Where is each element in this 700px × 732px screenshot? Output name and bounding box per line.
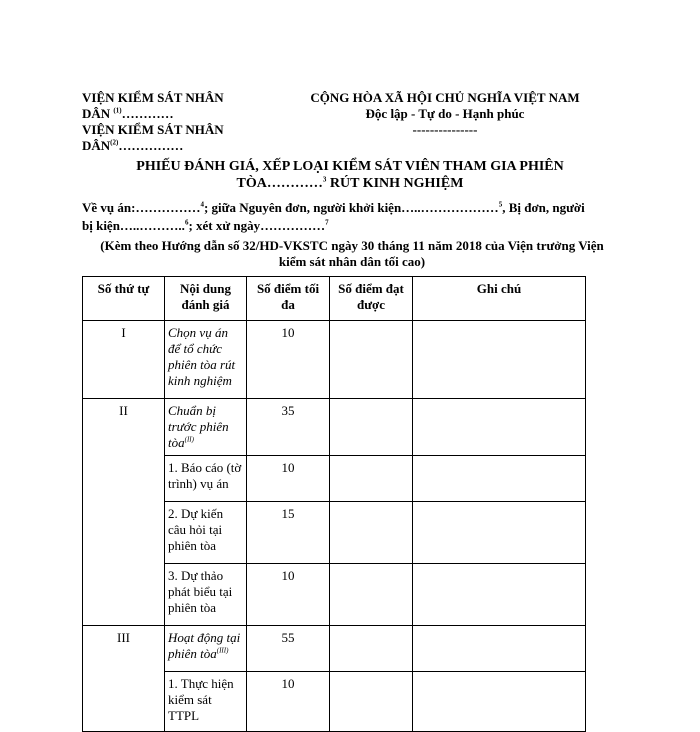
row-note[interactable]	[413, 456, 586, 502]
row-max: 55	[247, 626, 330, 672]
row-achieved[interactable]	[330, 672, 413, 732]
row-note[interactable]	[413, 502, 586, 564]
row-content: 3. Dự thảo phát biểu tại phiên tòa	[165, 564, 247, 626]
footnote-marker: (III)	[216, 646, 229, 655]
row-max: 10	[247, 672, 330, 732]
case-line1: Về vụ án:……………$^4$; giữa Nguyên đơn, người khởi kiện…..………………$^5$, Bị đơn, người	[82, 200, 585, 215]
row-content: 1. Thực hiện kiểm sát TTPL	[165, 672, 247, 732]
row-achieved[interactable]	[330, 564, 413, 626]
row-max: 10	[247, 456, 330, 502]
nation-block	[290, 90, 600, 138]
footnote-marker: (II)	[184, 435, 194, 444]
reference-note	[82, 238, 622, 270]
case-info	[82, 199, 622, 235]
row-content: 1. Báo cáo (tờ trình) vụ án	[165, 456, 247, 502]
footnote-marker: 3	[322, 175, 327, 184]
agency-line1: VIỆN KIỂM SÁT NHÂN	[82, 90, 224, 105]
row-content: Hoạt động tại phiên tòa$^{(III)}$	[165, 626, 247, 672]
row-note[interactable]	[413, 564, 586, 626]
header-content: Nội dung đánh giá	[165, 277, 247, 321]
header-max: Số điểm tối đa	[247, 277, 330, 321]
header-note: Ghi chú	[413, 277, 586, 321]
row-note[interactable]	[413, 399, 586, 456]
evaluation-table	[82, 276, 586, 732]
row-max: 35	[247, 399, 330, 456]
agency-line2b: DÂN$^{(2)}$……………	[82, 138, 184, 153]
case-line2: bị kiện…..………..$^6$; xét xử ngày……………$^7$	[82, 218, 329, 233]
agency-line1b: DÂN $^{(1)}$…………	[82, 106, 174, 121]
row-note[interactable]	[413, 321, 586, 399]
row-content: Chuẩn bị trước phiên tòa$^{(II)}$	[165, 399, 247, 456]
header-no: Số thứ tự	[83, 277, 165, 321]
motto: Độc lập - Tự do - Hạnh phúc	[365, 106, 525, 121]
agency-block	[82, 90, 262, 154]
reference-line2: kiểm sát nhân dân tối cao)	[278, 254, 426, 269]
motto-rule: ---------------	[412, 122, 478, 137]
row-achieved[interactable]	[330, 399, 413, 456]
footnote-marker: (2)	[110, 138, 119, 147]
row-max: 15	[247, 502, 330, 564]
row-no: II	[83, 399, 165, 626]
agency-line2: VIỆN KIỂM SÁT NHÂN	[82, 122, 224, 137]
row-content: Chọn vụ án để tổ chức phiên tòa rút kinh nghiệm	[165, 321, 247, 399]
row-no: III	[83, 626, 165, 732]
table-row	[83, 399, 586, 456]
row-achieved[interactable]	[330, 321, 413, 399]
title-line2: TÒA…………$^3$ RÚT KINH NGHIỆM	[236, 175, 464, 191]
nation-title: CỘNG HÒA XÃ HỘI CHỦ NGHĨA VIỆT NAM	[310, 90, 580, 105]
document-title	[82, 158, 618, 192]
title-line1: PHIẾU ĐÁNH GIÁ, XẾP LOẠI KIỂM SÁT VIÊN THAM GIA PHIÊN	[136, 159, 564, 174]
reference-line1: (Kèm theo Hướng dẫn số 32/HD-VKSTC ngày 30 tháng 11 năm 2018 của Viện trưởng Viện	[100, 238, 604, 253]
table-header-row	[83, 277, 586, 321]
footnote-marker: (1)	[113, 106, 122, 115]
row-content: 2. Dự kiến câu hỏi tại phiên tòa	[165, 502, 247, 564]
header-achieved: Số điểm đạt được	[330, 277, 413, 321]
row-achieved[interactable]	[330, 502, 413, 564]
row-max: 10	[247, 321, 330, 399]
row-max: 10	[247, 564, 330, 626]
row-no: I	[83, 321, 165, 399]
row-achieved[interactable]	[330, 456, 413, 502]
row-note[interactable]	[413, 626, 586, 672]
row-note[interactable]	[413, 672, 586, 732]
row-achieved[interactable]	[330, 626, 413, 672]
table-row	[83, 321, 586, 399]
table-row	[83, 626, 586, 672]
